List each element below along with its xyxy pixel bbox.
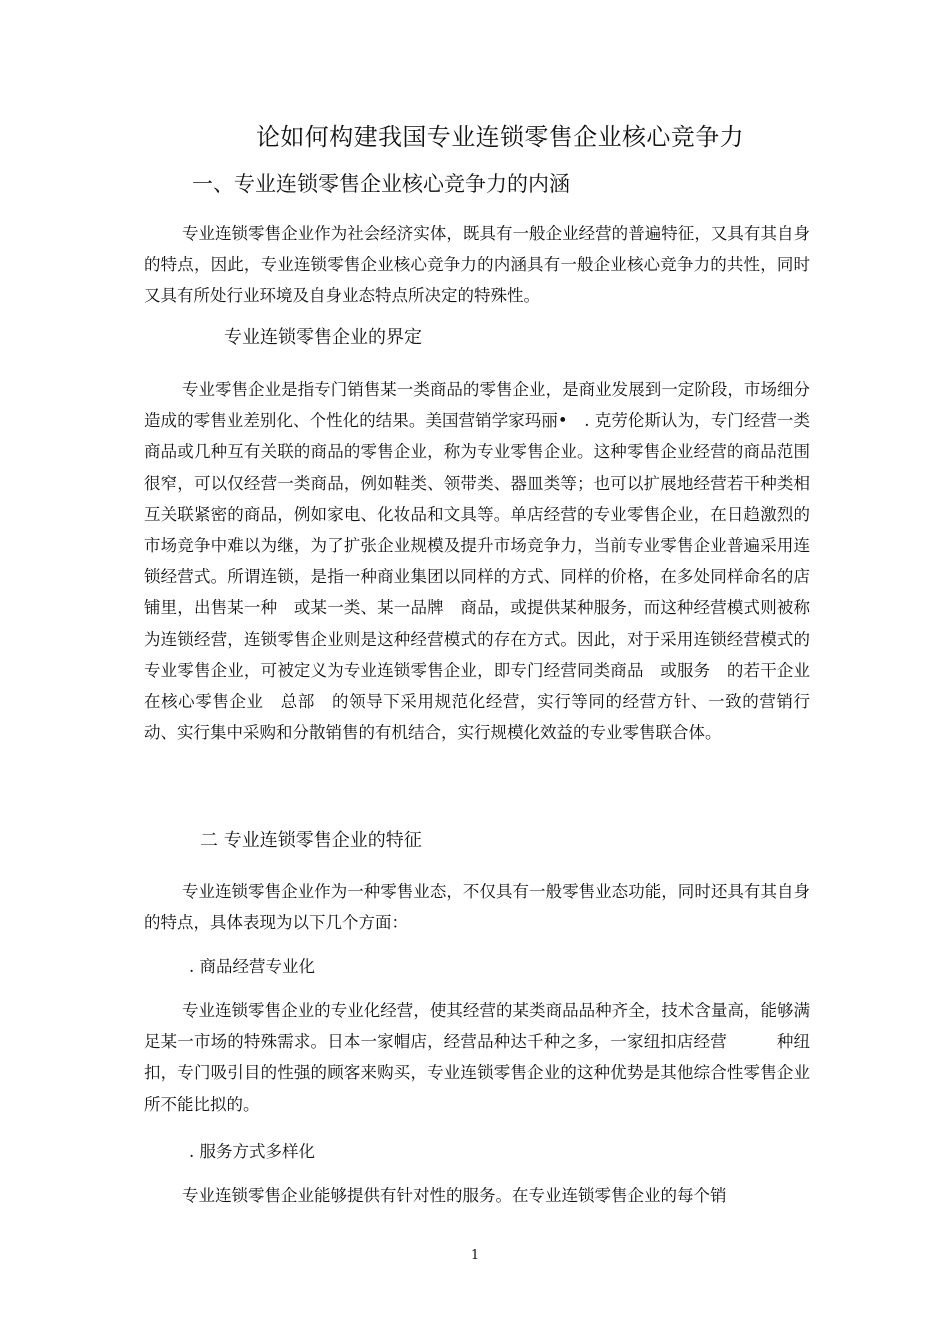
subsection-2-heading: 二 专业连锁零售企业的特征 xyxy=(200,830,422,851)
section-1-paragraph: 专业连锁零售企业作为社会经济实体，既具有一般企业经营的普遍特征，又具有其自身的特点，因此，专业连锁零售企业核心竞争力的内涵具有一般企业核心竞争力的共性，同时又具有所处行业环境及自身业态特点所决定的特殊性。 xyxy=(144,224,810,306)
subsection-2-paragraph: 专业连锁零售企业作为一种零售业态，不仅具有一般零售业态功能，同时还具有其自身的特点，具体表现为以下几个方面： xyxy=(144,882,810,933)
point-1-heading: . 商品经营专业化 xyxy=(189,957,315,976)
subsection-1-paragraph: 专业零售企业是指专门销售某一类商品的零售企业，是商业发展到一定阶段，市场细分造成的零售业差别化、个性化的结果。美国营销学家玛丽• . 克劳伦斯认为，专门经营一类商品或几种互有关联的商品的零售企业，称为专业零售企业。这种零售企业经营的商品范围很窄，可以仅经营一类商品，例如鞋类、领带类、器皿类等；也可以扩展地经营若干种类相互关联紧密的商品，例如家电、化妆品和文具等。单店经营的专业零售企业，在日趋激烈的市场竞争中难以为继，为了扩张企业规模及提升市场竞争力，当前专业零售企业普遍采用连锁经营式。所谓连锁，是指一种商业集团以同样的方式、同样的价格，在多处同样命名的店铺里，出售某一种 或某一类、某一品牌 商品，或提供某种服务，而这种经营模式则被称为连锁经营，连锁零售企业则是这种经营模式的存在方式。因此，对于采用连锁经营模式的专业零售企业，可被定义为专业连锁零售企业，即专门经营同类商品 或服务 的若干企业在核心零售企业 总部 的领导下采用规范化经营，实行等同的经营方针、一致的营销行动、实行集中采购和分散销售的有机结合，实行规模化效益的专业零售联合体。 xyxy=(144,380,810,743)
document-title: 论如何构建我国专业连锁零售企业核心竞争力 xyxy=(256,123,744,151)
point-1-paragraph: 专业连锁零售企业的专业化经营，使其经营的某类商品品种齐全，技术含量高，能够满足某一市场的特殊需求。日本一家帽店，经营品种达千种之多，一家纽扣店经营 种纽扣，专门吸引目的性强的顾客来购买，专业连锁零售企业的这种优势是其他综合性零售企业所不能比拟的。 xyxy=(144,1001,810,1114)
point-2-paragraph: 专业连锁零售企业能够提供有针对性的服务。在专业连锁零售企业的每个销 xyxy=(181,1186,727,1205)
page-number: 1 xyxy=(470,1248,480,1263)
point-2-heading: . 服务方式多样化 xyxy=(189,1142,315,1161)
subsection-1-heading: 专业连锁零售企业的界定 xyxy=(224,327,422,348)
section-1-heading: 一、专业连锁零售企业核心竞争力的内涵 xyxy=(192,172,570,196)
